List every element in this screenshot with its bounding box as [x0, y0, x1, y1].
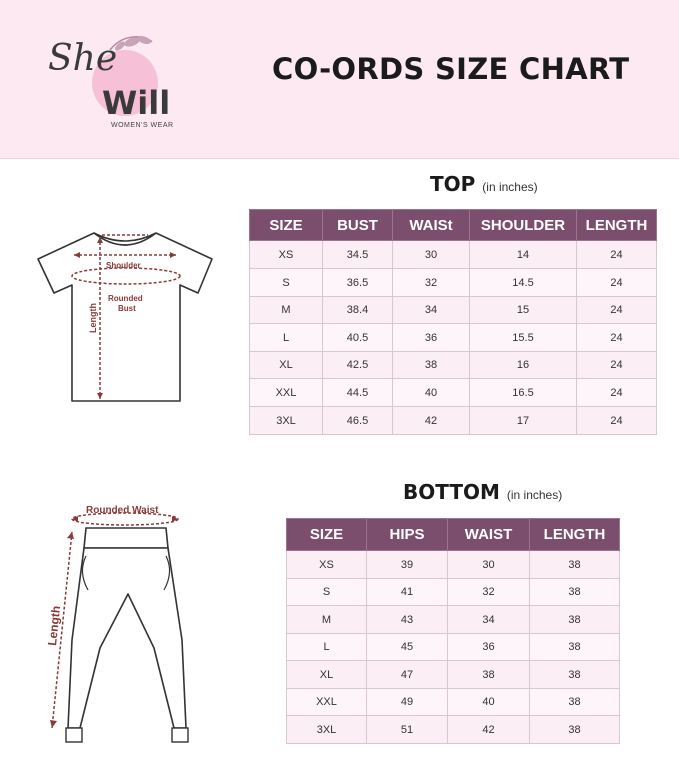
- bottom-unit: (in inches): [506, 488, 563, 502]
- table-cell: S: [287, 579, 367, 606]
- logo-she-text: She: [48, 38, 118, 79]
- table-cell: 40: [393, 379, 470, 407]
- table-cell: 46.5: [323, 407, 393, 435]
- table-cell: 30: [448, 551, 530, 579]
- table-cell: 15: [470, 297, 577, 324]
- logo-will-text: Will: [102, 84, 171, 122]
- table-cell: L: [250, 324, 323, 352]
- table-cell: 38: [393, 352, 470, 379]
- table-cell: XL: [250, 352, 323, 379]
- table-row: [287, 689, 620, 716]
- table-cell: 17: [470, 407, 577, 435]
- table-cell: 38: [530, 634, 620, 661]
- bottom-heading: BOTTOM: [403, 480, 500, 504]
- table-cell: 34.5: [323, 241, 393, 269]
- table-row: [287, 551, 620, 579]
- table-cell: 14.5: [470, 269, 577, 297]
- table-cell: 24: [577, 379, 657, 407]
- table-cell: 30: [393, 241, 470, 269]
- rounded-waist-label: Rounded Waist: [86, 505, 159, 516]
- table-cell: 24: [577, 352, 657, 379]
- table-cell: 3XL: [250, 407, 323, 435]
- table-cell: 16: [470, 352, 577, 379]
- shoulder-label: Shoulder: [106, 261, 141, 270]
- table-cell: 38: [530, 606, 620, 634]
- table-cell: 38: [448, 661, 530, 689]
- table-cell: 24: [577, 269, 657, 297]
- table-cell: 36.5: [323, 269, 393, 297]
- table-row: [287, 634, 620, 661]
- table-cell: 34: [448, 606, 530, 634]
- bottom-col-waist: WAIST: [448, 519, 530, 551]
- table-row: [287, 606, 620, 634]
- top-size-table: [249, 209, 657, 435]
- top-heading: TOP: [430, 172, 476, 196]
- table-row: [250, 241, 657, 269]
- bottom-table-header: [287, 519, 620, 551]
- table-cell: 38: [530, 579, 620, 606]
- table-cell: 24: [577, 407, 657, 435]
- table-cell: 32: [393, 269, 470, 297]
- table-cell: 24: [577, 324, 657, 352]
- table-cell: 38: [530, 661, 620, 689]
- table-cell: 34: [393, 297, 470, 324]
- top-length-label: Length: [88, 303, 98, 333]
- table-cell: 40: [448, 689, 530, 716]
- bottom-length-label: Length: [45, 605, 64, 647]
- table-cell: XXL: [250, 379, 323, 407]
- table-row: [250, 324, 657, 352]
- table-cell: 39: [367, 551, 448, 579]
- table-cell: 24: [577, 241, 657, 269]
- table-cell: 40.5: [323, 324, 393, 352]
- table-cell: 38: [530, 716, 620, 744]
- table-cell: 36: [393, 324, 470, 352]
- top-table-header: [250, 210, 657, 241]
- table-cell: L: [287, 634, 367, 661]
- table-row: [250, 407, 657, 435]
- table-cell: 51: [367, 716, 448, 744]
- table-row: [250, 379, 657, 407]
- tshirt-illustration: [30, 225, 220, 410]
- table-cell: 47: [367, 661, 448, 689]
- logo-tagline: WOMEN'S WEAR: [111, 122, 174, 129]
- table-cell: 38: [530, 689, 620, 716]
- bottom-col-length: LENGTH: [530, 519, 620, 551]
- bust-label: Bust: [118, 304, 136, 313]
- table-cell: 14: [470, 241, 577, 269]
- top-col-shoulder: SHOULDER: [470, 210, 577, 241]
- top-col-length: LENGTH: [577, 210, 657, 241]
- table-cell: S: [250, 269, 323, 297]
- table-cell: M: [250, 297, 323, 324]
- table-cell: XS: [250, 241, 323, 269]
- table-row: [287, 579, 620, 606]
- table-cell: 24: [577, 297, 657, 324]
- table-cell: 43: [367, 606, 448, 634]
- table-cell: 49: [367, 689, 448, 716]
- bottom-section-title: [403, 480, 562, 504]
- table-cell: 42: [448, 716, 530, 744]
- table-cell: 44.5: [323, 379, 393, 407]
- table-row: [250, 352, 657, 379]
- table-row: [250, 269, 657, 297]
- top-col-size: SIZE: [250, 210, 323, 241]
- table-cell: 3XL: [287, 716, 367, 744]
- brand-logo: [40, 28, 180, 138]
- table-cell: 36: [448, 634, 530, 661]
- table-cell: 38: [530, 551, 620, 579]
- table-cell: XL: [287, 661, 367, 689]
- table-cell: XXL: [287, 689, 367, 716]
- table-cell: 41: [367, 579, 448, 606]
- rounded-label: Rounded: [108, 294, 143, 303]
- header-banner: [0, 0, 679, 159]
- table-row: [287, 716, 620, 744]
- table-cell: 42: [393, 407, 470, 435]
- table-row: [250, 297, 657, 324]
- top-unit: (in inches): [482, 180, 538, 194]
- jogger-illustration: [36, 498, 216, 750]
- table-cell: 38.4: [323, 297, 393, 324]
- bottom-col-size: SIZE: [287, 519, 367, 551]
- table-cell: 16.5: [470, 379, 577, 407]
- table-cell: 15.5: [470, 324, 577, 352]
- page-title: CO-ORDS SIZE CHART: [272, 52, 630, 86]
- table-cell: M: [287, 606, 367, 634]
- top-col-waist: WAISt: [393, 210, 470, 241]
- table-cell: XS: [287, 551, 367, 579]
- table-cell: 45: [367, 634, 448, 661]
- top-col-bust: BUST: [323, 210, 393, 241]
- top-section-title: [430, 172, 538, 196]
- table-cell: 42.5: [323, 352, 393, 379]
- table-row: [287, 661, 620, 689]
- table-cell: 32: [448, 579, 530, 606]
- bottom-size-table: [286, 518, 620, 744]
- bottom-col-hips: HIPS: [367, 519, 448, 551]
